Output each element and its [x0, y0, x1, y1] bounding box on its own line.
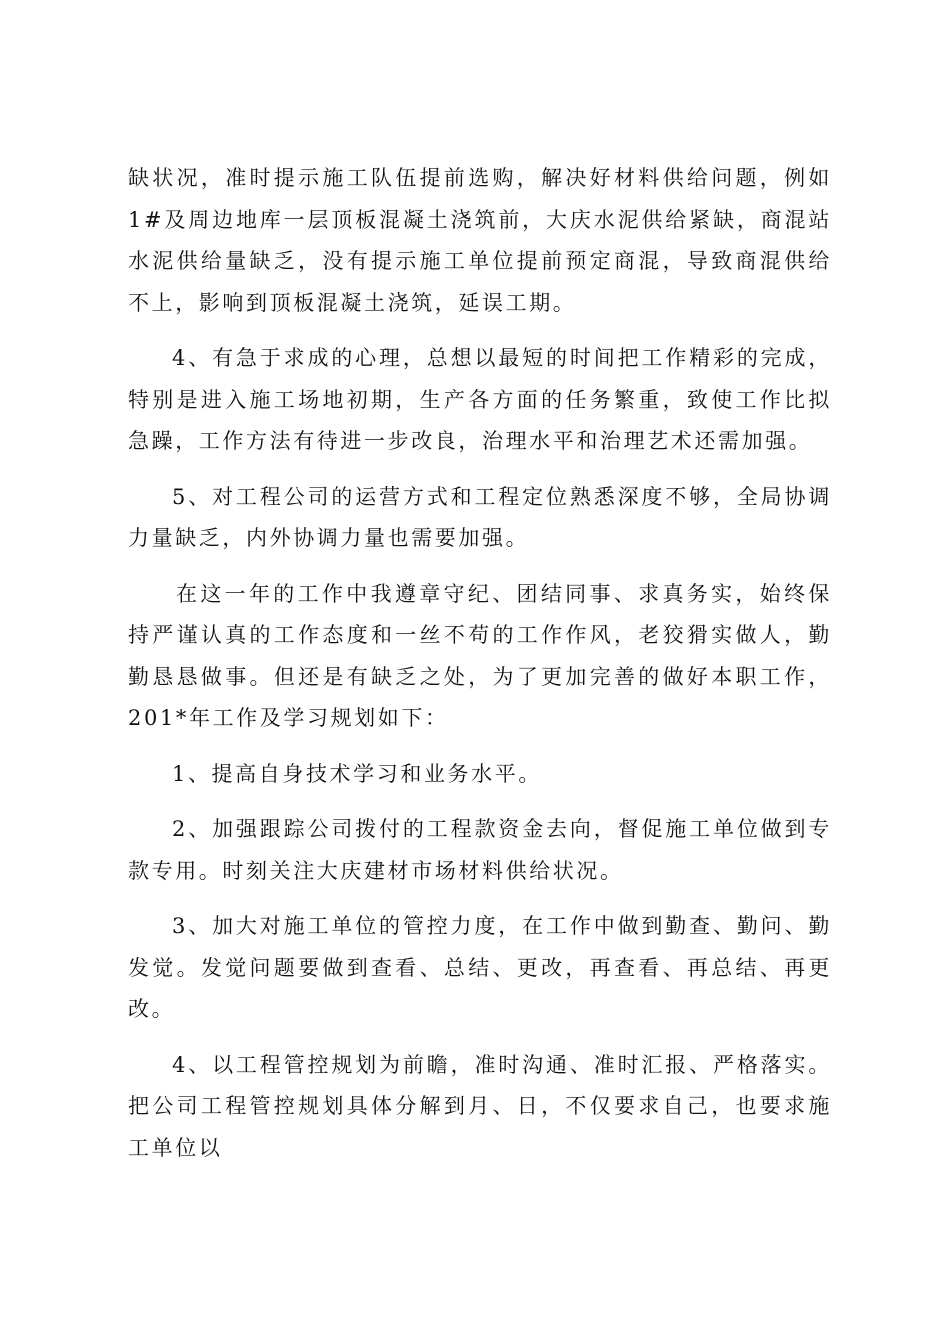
paragraph-year-summary: 在这一年的工作中我遵章守纪、团结同事、求真务实，始终保持严谨认真的工作态度和一丝不苟的工作作风，老狡猾实做人，勤勤恳恳做事。但还是有缺乏之处，为了更加完善的做好本职工作，201*年工作及学习规划如下： — [128, 581, 832, 730]
document-body — [128, 158, 832, 1183]
paragraph-item-4-impatience: 4、有急于求成的心理，总想以最短的时间把工作精彩的完成，特别是进入施工场地初期，生产各方面的任务繁重，致使工作比拟急躁，工作方法有待进一步改良，治理水平和治理艺术还需加强。 — [128, 346, 832, 453]
paragraph-plan-1: 1、提高自身技术学习和业务水平。 — [172, 761, 542, 786]
paragraph-material-supply: 缺状况，准时提示施工队伍提前选购，解决好材料供给问题，例如 1#及周边地库一层顶板混凝土浇筑前，大庆水泥供给紧缺，商混站水泥供给量缺乏，没有提示施工单位提前预定商混，导致商混供给不上，影响到顶板混凝土浇筑，延误工期。 — [128, 166, 832, 315]
paragraph-plan-2: 2、加强跟踪公司拨付的工程款资金去向，督促施工单位做到专款专用。时刻关注大庆建材市场材料供给状况。 — [128, 817, 832, 883]
paragraph-plan-3: 3、加大对施工单位的管控力度，在工作中做到勤查、勤问、勤发觉。发觉问题要做到查看、总结、更改，再查看、再总结、再更改。 — [128, 914, 832, 1021]
paragraph-item-5-coordination: 5、对工程公司的运营方式和工程定位熟悉深度不够，全局协调力量缺乏，内外协调力量也需要加强。 — [128, 484, 832, 550]
paragraph-plan-4: 4、以工程管控规划为前瞻，准时沟通、准时汇报、严格落实。把公司工程管控规划具体分解到月、日，不仅要求自己，也要求施工单位以 — [128, 1052, 832, 1160]
